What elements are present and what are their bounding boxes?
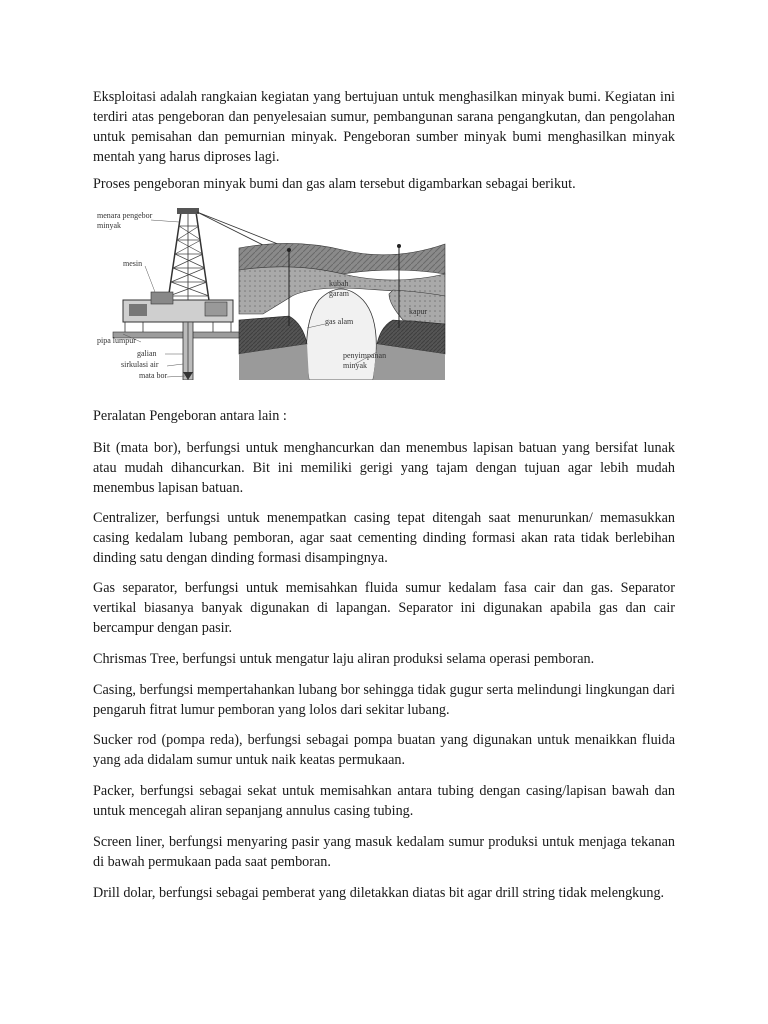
geological-cross-section bbox=[239, 243, 445, 380]
packer-block bbox=[93, 781, 675, 821]
casing-paragraph: Casing, berfungsi mempertahankan lubang bor sehingga tidak gugur serta melindungi lingkungan dari pengaruh fitrat lumur pemboran yang lolos dari sekitar lubang. bbox=[93, 682, 675, 718]
gas-separator-paragraph: Gas separator, berfungsi untuk memisahkan fluida sumur kedalam fasa cair dan gas. Separator vertikal biasanya banyak digunakan di lapangan. Separator ini digunakan apabila gas dan cair bercampur dengan pasir. bbox=[93, 580, 675, 636]
label-kapur: kapur bbox=[409, 307, 428, 316]
label-penyimpanan-2: minyak bbox=[343, 361, 367, 370]
intro-paragraph: Eksploitasi adalah rangkaian kegiatan yang bertujuan untuk menghasilkan minyak bumi. Kegiatan ini terdiri atas pengeboran dan penyelesaian sumur, pembangunan sarana pengangkutan, dan pengolahan untuk pemisahan dan pemurnian minyak. Pengeboran sumber minyak bumi menghasilkan minyak mentah yang harus diproses lagi. bbox=[93, 89, 675, 165]
drilling-rig bbox=[97, 208, 241, 380]
drilling-illustration bbox=[93, 204, 448, 380]
label-galian: galian bbox=[137, 349, 157, 358]
label-penyimpanan: penyimpanan bbox=[343, 351, 387, 360]
label-sirkulasi-air: sirkulasi air bbox=[121, 360, 159, 369]
casing-block bbox=[93, 680, 675, 720]
sucker-rod-block bbox=[93, 730, 675, 770]
label-menara-2: minyak bbox=[97, 221, 121, 230]
christmas-tree-block bbox=[93, 649, 675, 669]
label-kubah: kubah bbox=[329, 279, 349, 288]
label-gas-alam: gas alam bbox=[325, 317, 354, 326]
packer-paragraph: Packer, berfungsi sebagai sekat untuk memisahkan antara tubing dengan casing/lapisan bawah dan untuk mencegah aliran sepanjang annulus casing tubing. bbox=[93, 783, 675, 819]
screen-liner-block bbox=[93, 832, 675, 872]
label-menara: menara pengebor bbox=[97, 211, 153, 220]
christmas-tree-paragraph: Chrismas Tree, berfungsi untuk mengatur laju aliran produksi selama operasi pemboran. bbox=[93, 651, 595, 667]
bit-paragraph: Bit (mata bor), berfungsi untuk menghancurkan dan menembus lapisan batuan yang bersifat lunak atau mudah dihancurkan. Bit ini memiliki gerigi yang tajam dengan tujuan agar lebih mudah menembus lapisan batuan. bbox=[93, 440, 675, 496]
equipment-heading: Peralatan Pengeboran antara lain : bbox=[93, 408, 287, 424]
drill-dolar-paragraph: Drill dolar, berfungsi sebagai pemberat yang diletakkan diatas bit agar drill string tidak melengkung. bbox=[93, 885, 665, 901]
drill-dolar-block bbox=[93, 883, 675, 903]
label-pipa-lumpur: pipa lumpur bbox=[97, 336, 136, 345]
label-mata-bor: mata bor bbox=[139, 371, 168, 380]
screen-liner-paragraph: Screen liner, berfungsi menyaring pasir yang masuk kedalam sumur produksi untuk menjaga tekanan di bawah permukaan pada saat pemboran. bbox=[93, 834, 675, 870]
intro-block bbox=[93, 87, 675, 167]
gas-separator-block bbox=[93, 578, 675, 638]
label-mesin: mesin bbox=[123, 259, 143, 268]
centralizer-paragraph: Centralizer, berfungsi untuk menempatkan casing tepat ditengah saat menurunkan/ memasukkan casing kedalam lubang pemboran, agar saat cementing dinding formasi akan rata tidak berlebihan dinding satu dengan dinding formasi disampingnya. bbox=[93, 510, 675, 566]
sucker-rod-paragraph: Sucker rod (pompa reda), berfungsi sebagai pompa buatan yang digunakan untuk menaikkan fluida yang ada didalam sumur untuk naik keatas permukaan. bbox=[93, 732, 675, 768]
centralizer-block bbox=[93, 508, 675, 568]
process-paragraph: Proses pengeboran minyak bumi dan gas alam tersebut digambarkan sebagai berikut. bbox=[93, 176, 576, 192]
drilling-figure bbox=[93, 204, 448, 380]
process-block bbox=[93, 174, 675, 194]
equipment-heading-block bbox=[93, 406, 675, 426]
bit-block bbox=[93, 438, 675, 498]
label-kubah-2: garam bbox=[329, 289, 349, 298]
